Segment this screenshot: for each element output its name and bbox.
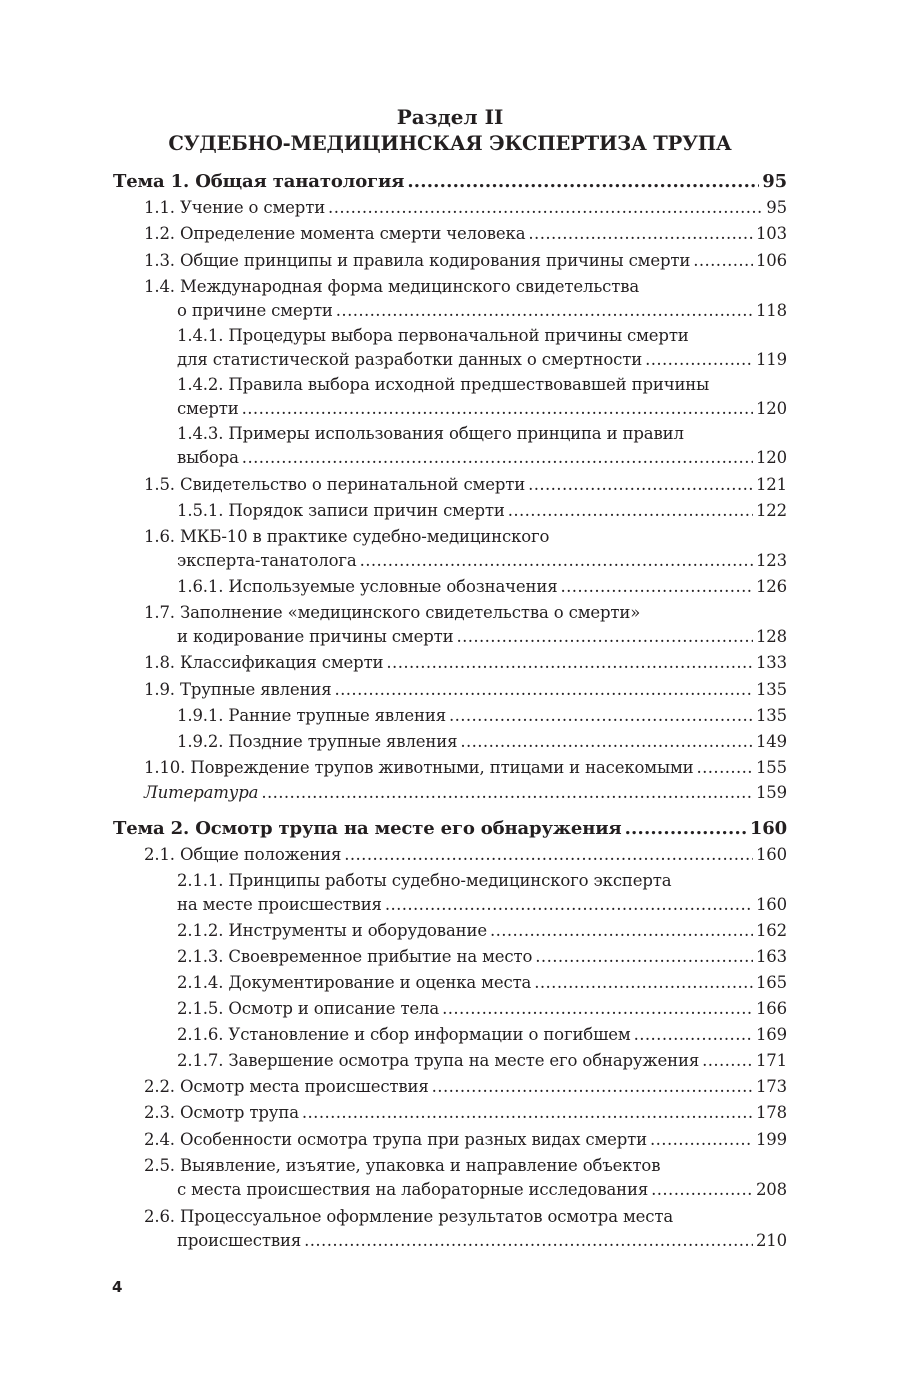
toc-page-number: 178 bbox=[755, 1103, 787, 1122]
toc-entry bbox=[144, 1100, 787, 1126]
toc-entry-title: для статистической разработки данных о смертности bbox=[177, 350, 643, 369]
toc-dot-leader bbox=[335, 677, 753, 703]
toc-entry bbox=[144, 248, 787, 274]
toc-dot-leader bbox=[432, 1074, 753, 1100]
toc-entry-title: 1.9.2. Поздние трупные явления bbox=[177, 732, 458, 751]
toc-entry bbox=[144, 755, 787, 781]
toc-dot-leader bbox=[456, 624, 753, 650]
toc-page-number: 135 bbox=[755, 706, 787, 725]
toc-page-number: 210 bbox=[755, 1231, 787, 1250]
toc-entry bbox=[144, 842, 787, 868]
toc-entry bbox=[144, 677, 787, 703]
toc-page-number: 126 bbox=[755, 577, 787, 596]
toc-entry-title: 1.6. МКБ-10 в практике судебно-медицинского bbox=[144, 527, 550, 546]
toc-entry-title: 2.1.4. Документирование и оценка места bbox=[177, 973, 532, 992]
toc-page-number: 166 bbox=[755, 999, 787, 1018]
page-number: 4 bbox=[112, 1278, 123, 1296]
toc-topic-entry bbox=[113, 816, 787, 842]
toc-page-number: 106 bbox=[755, 251, 787, 270]
toc-entry bbox=[177, 703, 787, 729]
toc-page-number: 123 bbox=[755, 551, 787, 570]
toc-entry-title: 1.9.1. Ранние трупные явления bbox=[177, 706, 446, 725]
toc-entry bbox=[177, 347, 787, 373]
toc-entry-title: 2.1.1. Принципы работы судебно-медицинского эксперта bbox=[177, 871, 672, 890]
toc-entry bbox=[144, 195, 787, 221]
toc-entry bbox=[144, 1074, 787, 1100]
toc-entry-title: 2.1.5. Осмотр и описание тела bbox=[177, 999, 440, 1018]
toc-entry-title: происшествия bbox=[177, 1231, 302, 1250]
toc-dot-leader bbox=[442, 996, 753, 1022]
toc-dot-leader bbox=[304, 1228, 753, 1254]
toc-page-number: 173 bbox=[755, 1077, 787, 1096]
toc-entry-title: 1.2. Определение момента смерти человека bbox=[144, 224, 526, 243]
toc-page-number: 119 bbox=[755, 350, 787, 369]
toc-dot-leader bbox=[702, 1048, 753, 1074]
toc-entry-title: 1.4.2. Правила выбора исходной предшествовавшей причины bbox=[177, 375, 710, 394]
toc-dot-leader bbox=[535, 944, 753, 970]
toc-entry-title: 2.1.7. Завершение осмотра трупа на месте его обнаружения bbox=[177, 1051, 700, 1070]
toc-entry bbox=[177, 548, 787, 574]
toc-dot-leader bbox=[560, 574, 753, 600]
toc-page-number: 165 bbox=[755, 973, 787, 992]
toc-entry-title: о причине смерти bbox=[177, 301, 333, 320]
toc-entry-title: 2.1. Общие положения bbox=[144, 845, 342, 864]
toc-page-number: 163 bbox=[755, 947, 787, 966]
toc-dot-leader bbox=[328, 195, 763, 221]
toc-entry bbox=[177, 729, 787, 755]
toc-dot-leader bbox=[650, 1127, 753, 1153]
toc-entry-title: 2.1.2. Инструменты и оборудование bbox=[177, 921, 487, 940]
toc-entry-title: 2.5. Выявление, изъятие, упаковка и направление объектов bbox=[144, 1156, 661, 1175]
toc-entry bbox=[177, 323, 787, 349]
toc-page-number: 122 bbox=[755, 501, 787, 520]
toc-dot-leader bbox=[386, 650, 753, 676]
toc-entry-title: 1.6.1. Используемые условные обозначения bbox=[177, 577, 558, 596]
toc-entry bbox=[177, 574, 787, 600]
toc-entry bbox=[177, 396, 787, 422]
toc-entry bbox=[144, 1153, 787, 1179]
toc-dot-leader bbox=[261, 780, 753, 806]
toc-page-number: 103 bbox=[755, 224, 787, 243]
toc-entry-title: и кодирование причины смерти bbox=[177, 627, 454, 646]
toc-entry bbox=[177, 1177, 787, 1203]
toc-entry bbox=[177, 372, 787, 398]
toc-dot-leader bbox=[242, 396, 753, 422]
toc-page-number: 120 bbox=[755, 399, 787, 418]
toc-dot-leader bbox=[490, 918, 753, 944]
toc-entry bbox=[144, 1127, 787, 1153]
toc-page-number: 133 bbox=[755, 653, 787, 672]
toc-entry-title: на месте происшествия bbox=[177, 895, 382, 914]
toc-entry-title: 1.5. Свидетельство о перинатальной смерти bbox=[144, 475, 526, 494]
toc-dot-leader bbox=[625, 816, 747, 842]
toc-entry-title: 1.8. Классификация смерти bbox=[144, 653, 384, 672]
toc-dot-leader bbox=[508, 498, 753, 524]
toc-entry bbox=[144, 780, 787, 806]
toc-entry-title: 2.2. Осмотр места происшествия bbox=[144, 1077, 429, 1096]
toc-page-number: 155 bbox=[755, 758, 787, 777]
toc-dot-leader bbox=[449, 703, 753, 729]
toc-page-number: 128 bbox=[755, 627, 787, 646]
toc-entry bbox=[177, 498, 787, 524]
toc-entry bbox=[144, 274, 787, 300]
toc-entry-title: 2.4. Особенности осмотра трупа при разных видах смерти bbox=[144, 1130, 648, 1149]
toc-entry-title: 2.1.6. Установление и сбор информации о погибшем bbox=[177, 1025, 631, 1044]
toc-dot-leader bbox=[528, 472, 753, 498]
toc-page-number: 135 bbox=[755, 680, 787, 699]
toc-entry bbox=[177, 421, 787, 447]
toc-page-number: 169 bbox=[755, 1025, 787, 1044]
toc-entry-title: 1.1. Учение о смерти bbox=[144, 198, 326, 217]
toc-entry bbox=[177, 298, 787, 324]
toc-entry-title: 2.1.3. Своевременное прибытие на место bbox=[177, 947, 533, 966]
toc-entry-title: 1.3. Общие принципы и правила кодирования причины смерти bbox=[144, 251, 691, 270]
toc-dot-leader bbox=[651, 1177, 753, 1203]
toc-page-number: 160 bbox=[755, 845, 787, 864]
toc-dot-leader bbox=[534, 970, 753, 996]
toc-dot-leader bbox=[528, 221, 753, 247]
toc-page-number: 160 bbox=[755, 895, 787, 914]
toc-dot-leader bbox=[302, 1100, 753, 1126]
toc-page-number: 149 bbox=[755, 732, 787, 751]
toc-dot-leader bbox=[645, 347, 753, 373]
toc-entry bbox=[177, 892, 787, 918]
toc-entry-title: 1.4. Международная форма медицинского свидетельства bbox=[144, 277, 640, 296]
toc-dot-leader bbox=[634, 1022, 753, 1048]
toc-entry bbox=[177, 624, 787, 650]
toc-page-number: 120 bbox=[755, 448, 787, 467]
toc-entry bbox=[177, 1022, 787, 1048]
toc-entry-title: 2.6. Процессуальное оформление результатов осмотра места bbox=[144, 1207, 674, 1226]
toc-entry-title: Тема 1. Общая танатология bbox=[113, 171, 405, 192]
toc-dot-leader bbox=[407, 169, 759, 195]
toc-page-number: 95 bbox=[766, 198, 787, 217]
toc-entry-title: 1.4.3. Примеры использования общего принципа и правил bbox=[177, 424, 684, 443]
toc-topic-entry bbox=[113, 169, 787, 195]
toc-entry-title: 1.4.1. Процедуры выбора первоначальной причины смерти bbox=[177, 326, 689, 345]
toc-entry-title: с места происшествия на лабораторные исследования bbox=[177, 1180, 649, 1199]
toc-page-number: 171 bbox=[755, 1051, 787, 1070]
toc-entry bbox=[144, 600, 787, 626]
toc-page-number: 121 bbox=[755, 475, 787, 494]
toc-dot-leader bbox=[697, 755, 753, 781]
section-label: Раздел II bbox=[396, 105, 504, 129]
toc-entry bbox=[144, 1204, 787, 1230]
toc-entry-title: 2.3. Осмотр трупа bbox=[144, 1103, 299, 1122]
toc-entry bbox=[144, 650, 787, 676]
toc-entry bbox=[177, 445, 787, 471]
toc-entry bbox=[177, 868, 787, 894]
toc-entry bbox=[177, 970, 787, 996]
toc-entry bbox=[177, 1228, 787, 1254]
toc-entry bbox=[144, 472, 787, 498]
toc-dot-leader bbox=[336, 298, 753, 324]
toc-page-number: 95 bbox=[762, 171, 787, 192]
toc-page-number: 118 bbox=[755, 301, 787, 320]
section-title: СУДЕБНО-МЕДИЦИНСКАЯ ЭКСПЕРТИЗА ТРУПА bbox=[168, 132, 732, 155]
toc-entry-title: эксперта-танатолога bbox=[177, 551, 357, 570]
toc-dot-leader bbox=[385, 892, 753, 918]
toc-entry-title: 1.7. Заполнение «медицинского свидетельства о смерти» bbox=[144, 603, 641, 622]
toc-entry bbox=[144, 221, 787, 247]
toc-entry-title: 1.5.1. Порядок записи причин смерти bbox=[177, 501, 505, 520]
toc-dot-leader bbox=[344, 842, 753, 868]
toc-entry bbox=[177, 1048, 787, 1074]
toc-entry-title: 1.10. Повреждение трупов животными, птицами и насекомыми bbox=[144, 758, 694, 777]
toc-entry bbox=[177, 918, 787, 944]
toc-dot-leader bbox=[460, 729, 753, 755]
toc-entry-title: Тема 2. Осмотр трупа на месте его обнаружения bbox=[113, 818, 622, 839]
toc-page-number: 162 bbox=[755, 921, 787, 940]
toc-page-number: 160 bbox=[749, 818, 787, 839]
toc-entry-title: Литература bbox=[144, 783, 259, 802]
toc-entry-title: смерти bbox=[177, 399, 239, 418]
toc-page-number: 159 bbox=[755, 783, 787, 802]
toc-page-number: 208 bbox=[755, 1180, 787, 1199]
toc-entry-title: 1.9. Трупные явления bbox=[144, 680, 332, 699]
toc-dot-leader bbox=[242, 445, 753, 471]
toc-entry-title: выбора bbox=[177, 448, 239, 467]
toc-dot-leader bbox=[693, 248, 753, 274]
toc-dot-leader bbox=[360, 548, 753, 574]
toc-page-number: 199 bbox=[755, 1130, 787, 1149]
toc-entry bbox=[177, 944, 787, 970]
toc-entry bbox=[144, 524, 787, 550]
toc-entry bbox=[177, 996, 787, 1022]
